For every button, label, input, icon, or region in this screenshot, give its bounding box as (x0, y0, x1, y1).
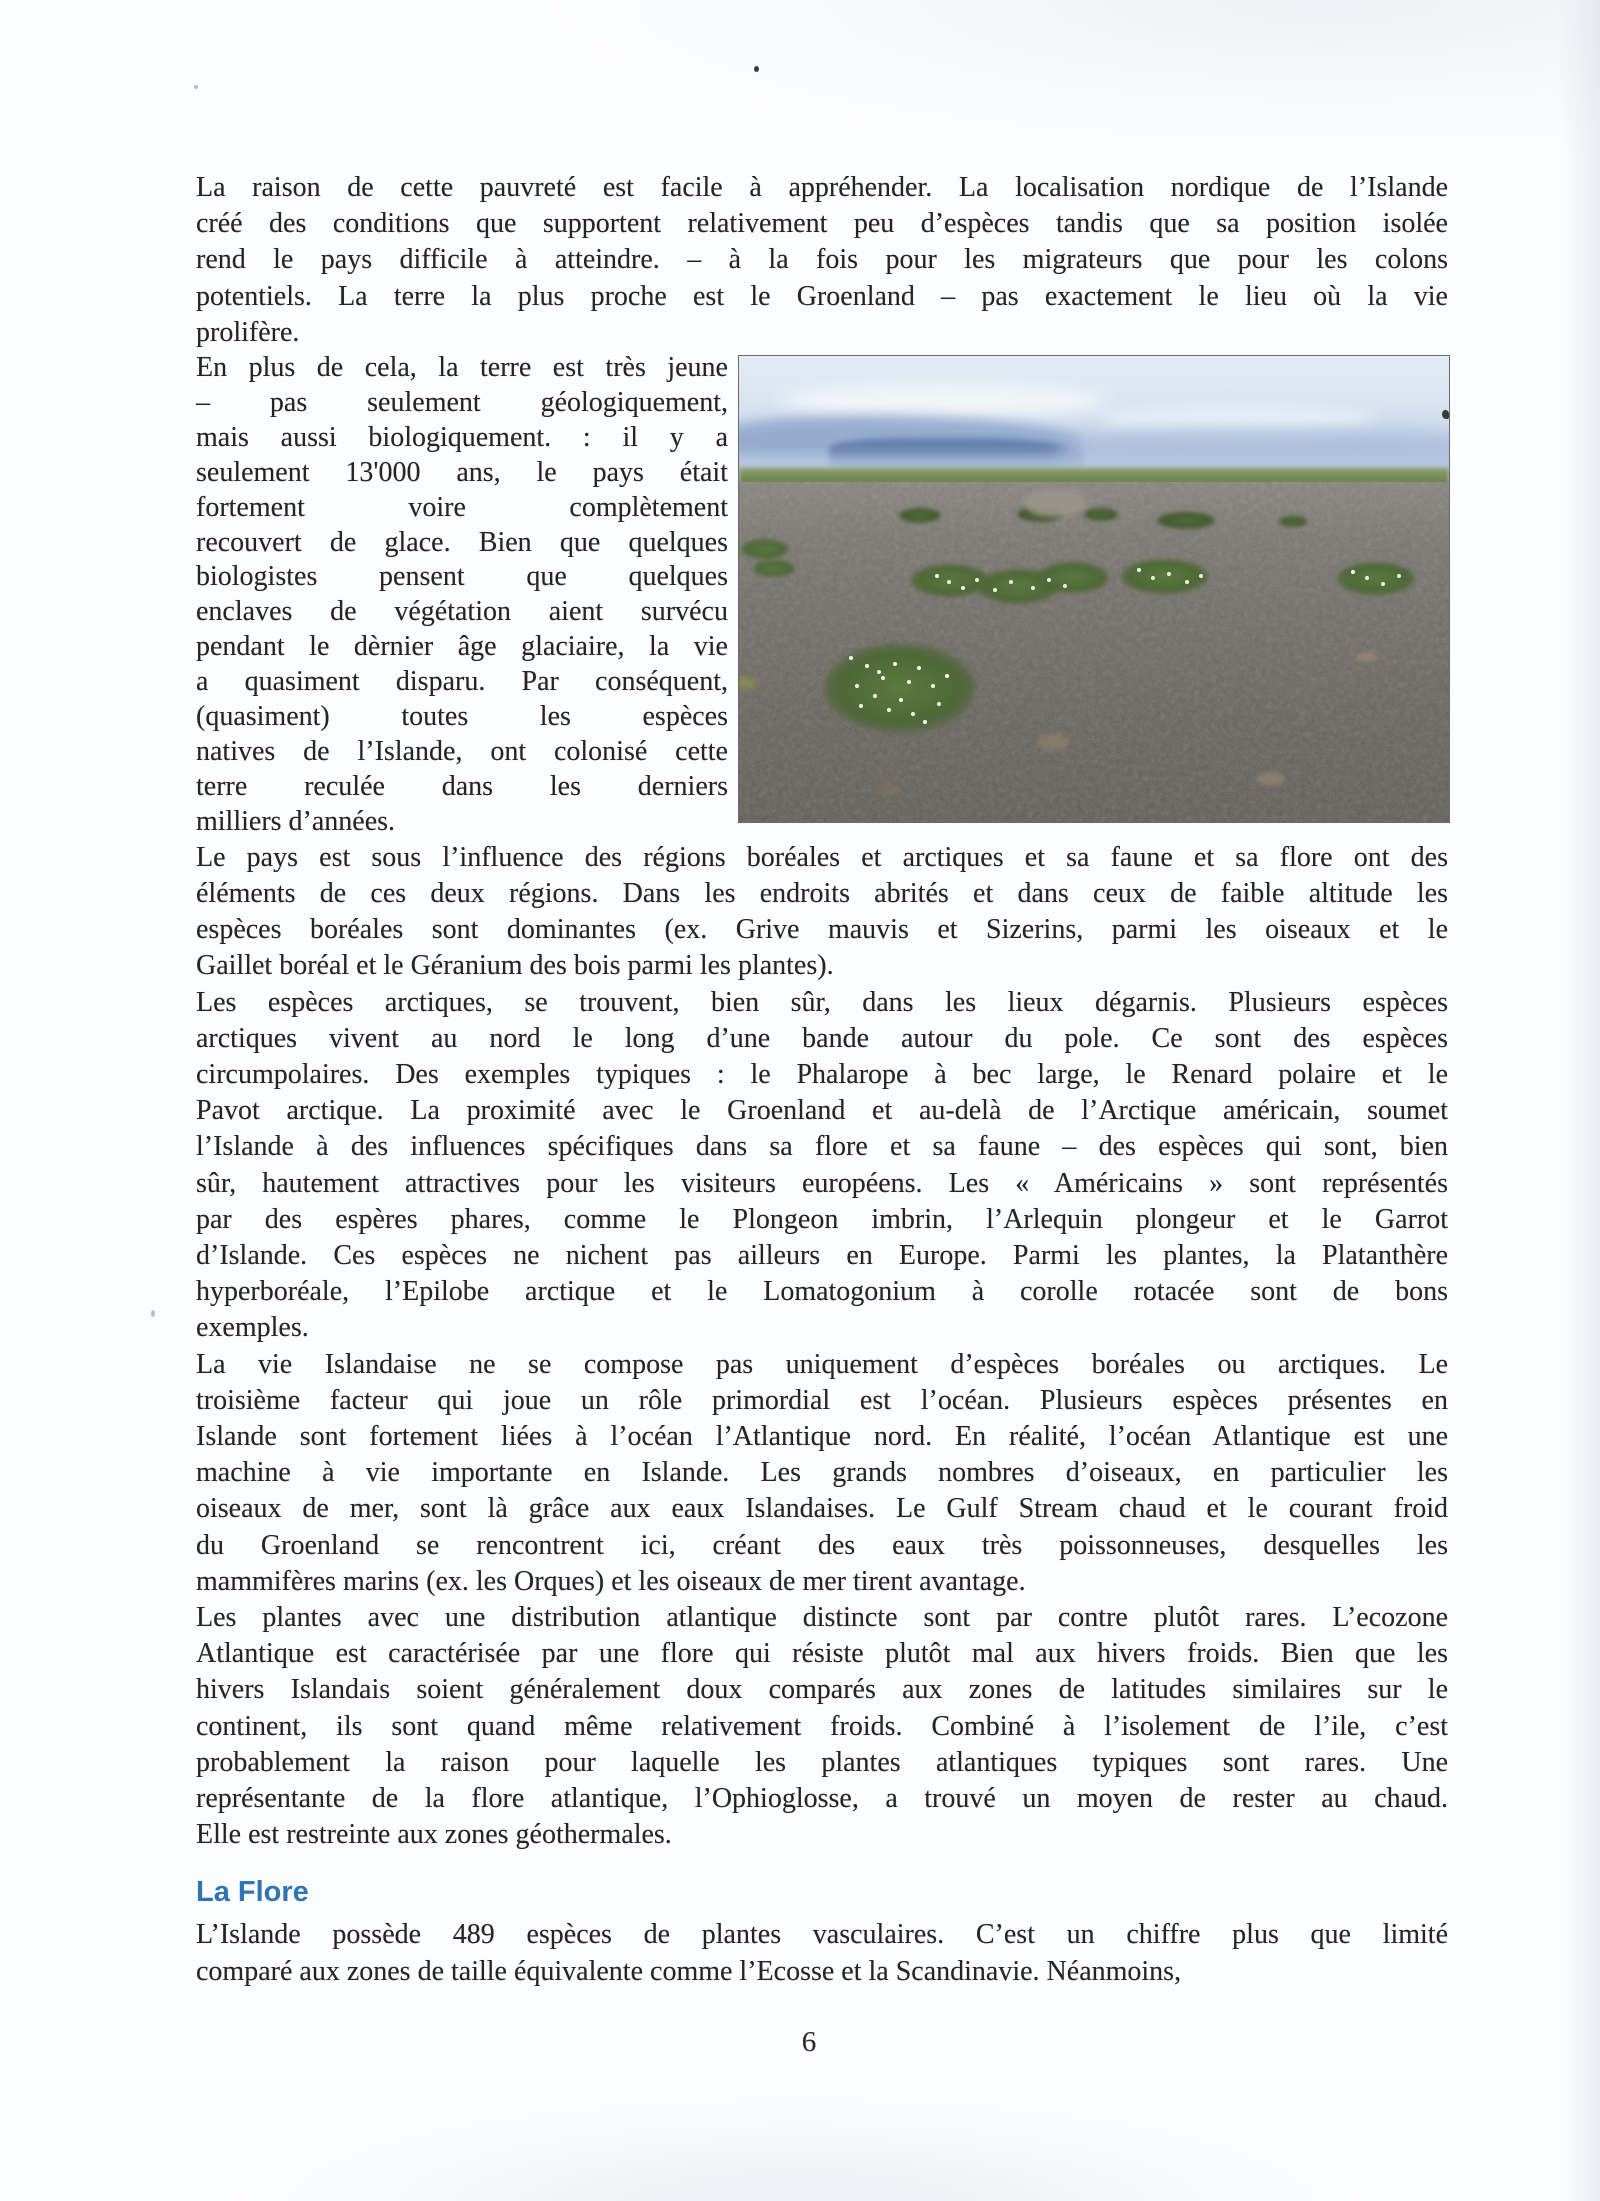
text-line: Gaillet boréal et le Géranium des bois parmi les plantes). (196, 950, 834, 982)
text-line: comparé aux zones de taille équivalente comme l’Ecosse et la Scandinavie. Néanmoins, (196, 1955, 1182, 1987)
scan-shading-bottom (230, 2091, 1370, 2201)
text-line: recouvert de glace. Bien que quelques (196, 526, 728, 558)
text-line: enclaves de végétation aient survécu (196, 596, 728, 628)
photo-vegetation-patch (1157, 512, 1215, 529)
scan-shading-top (520, 0, 1600, 160)
paragraph-terre-jeune (196, 351, 728, 840)
scan-speck (754, 66, 759, 72)
photo-vegetation-patch (899, 508, 941, 523)
text-line: fortement voire complètement (196, 491, 728, 523)
text-line: hivers Islandais soient généralement doux comparés aux zones de latitudes similaires sur le (196, 1674, 1448, 1706)
landscape-photo (738, 355, 1450, 823)
text-line: continent, ils sont quand même relativement froids. Combiné à l’isolement de l’ile, c’est (196, 1710, 1448, 1742)
photo-white-flowers (935, 574, 939, 578)
scan-speck (194, 85, 198, 89)
text-line: du Groenland se rencontrent ici, créant des eaux très poissonneuses, desquelles les (196, 1529, 1448, 1561)
text-line: oiseaux de mer, sont là grâce aux eaux Islandaises. Le Gulf Stream chaud et le courant froid (196, 1493, 1448, 1525)
photo-stone (1257, 772, 1285, 786)
photo-vegetation-patch (911, 564, 989, 597)
text-line: a quasiment disparu. Par conséquent, (196, 666, 728, 698)
paragraph-raison-pauvrete (196, 170, 1448, 351)
text-line: représentante de la flore atlantique, l’Ophioglosse, a trouvé un moyen de rester au chaud. (196, 1782, 1448, 1814)
text-line: La raison de cette pauvreté est facile à appréhender. La localisation nordique de l’Islande (196, 172, 1448, 203)
scan-speck (151, 1310, 155, 1317)
text-line: potentiels. La terre la plus proche est le Groenland – pas exactement le lieu où la vie (196, 280, 1448, 312)
photo-vegetation-patch (1121, 559, 1209, 594)
text-line: machine à vie importante en Islande. Les grands nombres d’oiseaux, en particulier les (196, 1457, 1448, 1489)
page-content (196, 170, 1448, 1990)
text-line: circumpolaires. Des exemples typiques : le Phalarope à bec large, le Renard polaire et le (196, 1058, 1448, 1090)
text-line: Islande sont fortement liées à l’océan l’Atlantique nord. En réalité, l’océan Atlantique est une (196, 1420, 1448, 1452)
text-line: Atlantique est caractérisée par une flore qui résiste plutôt mal aux hivers froids. Bien que les (196, 1638, 1448, 1670)
text-line: biologistes pensent que quelques (196, 561, 728, 593)
text-line: La vie Islandaise ne se compose pas uniquement d’espèces boréales ou arctiques. Le (196, 1348, 1448, 1380)
text-line: sûr, hautement attractives pour les visiteurs européens. Les « Américains » sont représentés (196, 1167, 1448, 1199)
scan-speck-apostrophe (1442, 410, 1449, 419)
photo-white-flowers (1351, 570, 1355, 574)
photo-vegetation-patch (741, 539, 789, 559)
photo-white-flowers (1137, 568, 1141, 572)
scan-shading-right-edge (1558, 0, 1600, 2201)
text-line: Les espèces arctiques, se trouvent, bien sûr, dans les lieux dégarnis. Plusieurs espèces (196, 986, 1448, 1018)
text-line: milliers d’années. (196, 805, 396, 837)
paragraph-especes-arctiques (196, 985, 1448, 1347)
photo-flower-cluster (825, 644, 975, 732)
photo-stone (877, 784, 901, 796)
photo-gravel-texture (739, 482, 1449, 822)
text-line: l’Islande à des influences spécifiques dans sa flore et sa faune – des espèces qui sont, bien (196, 1131, 1448, 1163)
text-line: par des espères phares, comme le Plongeon imbrin, l’Arlequin plongeur et le Garrot (196, 1203, 1448, 1235)
photo-white-flowers (849, 656, 853, 660)
photo-vegetation-patch (1084, 508, 1118, 521)
text-line: Le pays est sous l’influence des régions boréales et arctiques et sa faune et sa flore ont des (196, 841, 1448, 873)
paragraph-influence-boreale (196, 840, 1448, 985)
text-line: terre reculée dans les derniers (196, 770, 728, 802)
text-line: natives de l’Islande, ont colonisé cette (196, 735, 728, 767)
text-line: probablement la raison pour laquelle les plantes atlantiques typiques sont rares. Une (196, 1746, 1448, 1778)
text-line: pendant le dèrnier âge glaciaire, la vie (196, 631, 728, 663)
paragraph-plantes-atlantiques (196, 1600, 1448, 1853)
text-line: rend le pays difficile à atteindre. – à la fois pour les migrateurs que pour les colons (196, 244, 1448, 276)
photo-boulder (1024, 489, 1086, 517)
text-line: arctiques vivent au nord le long d’une bande autour du pole. Ce sont des espèces (196, 1022, 1448, 1054)
text-line: mammifères marins (ex. les Orques) et les oiseaux de mer tirent avantage. (196, 1565, 1026, 1597)
text-line: hyperboréale, l’Epilobe arctique et le Lomatogonium à corolle rotacée sont de bons (196, 1276, 1448, 1308)
text-line: mais aussi biologiquement. : il y a (196, 421, 728, 453)
paragraph-ocean (196, 1347, 1448, 1600)
text-line: seulement 13'000 ans, le pays était (196, 456, 728, 488)
photo-stone (1037, 734, 1069, 750)
photo-vegetation-patch (1337, 562, 1415, 595)
text-line: (quasiment) toutes les espèces (196, 701, 728, 733)
photo-vegetation-patch (1037, 562, 1109, 593)
text-line: En plus de cela, la terre est très jeune (196, 352, 728, 384)
text-line: espèces boréales sont dominantes (ex. Grive mauvis et Sizerins, parmi les oiseaux et le (196, 914, 1448, 946)
text-line: d’Islande. Ces espèces ne nichent pas ailleurs en Europe. Parmi les plantes, la Platanthère (196, 1239, 1448, 1271)
text-line: L’Islande possède 489 espèces de plantes vasculaires. C’est un chiffre plus que limité (196, 1919, 1448, 1951)
text-line: éléments de ces deux régions. Dans les endroits abrités et dans ceux de faible altitude les (196, 877, 1448, 909)
paragraph-la-flore-intro (196, 1917, 1448, 1989)
photo-vegetation-patch (1279, 516, 1307, 527)
text-line: créé des conditions que supportent relativement peu d’espèces tandis que sa position isolée (196, 208, 1448, 240)
landscape-photo-frame (738, 355, 1450, 823)
photo-vegetation-patch (753, 560, 795, 577)
photo-cloud (779, 384, 1109, 418)
text-line: troisième facteur qui joue un rôle primordial est l’océan. Plusieurs espèces présentes en (196, 1384, 1448, 1416)
text-line: prolifère. (196, 316, 300, 348)
section-heading-la-flore: La Flore (196, 1876, 309, 1909)
photo-stone (1357, 652, 1377, 662)
text-line: Elle est restreinte aux zones géothermales. (196, 1819, 672, 1851)
two-column-section (196, 351, 1448, 840)
text-line: Les plantes avec une distribution atlantique distincte sont par contre plutôt rares. L’ecozone (196, 1601, 1448, 1633)
page-number: 6 (801, 2026, 817, 2058)
text-line: – pas seulement géologiquement, (196, 386, 728, 418)
text-line: exemples. (196, 1312, 309, 1344)
text-line: Pavot arctique. La proximité avec le Groenland et au-delà de l’Arctique américain, soumet (196, 1095, 1448, 1127)
